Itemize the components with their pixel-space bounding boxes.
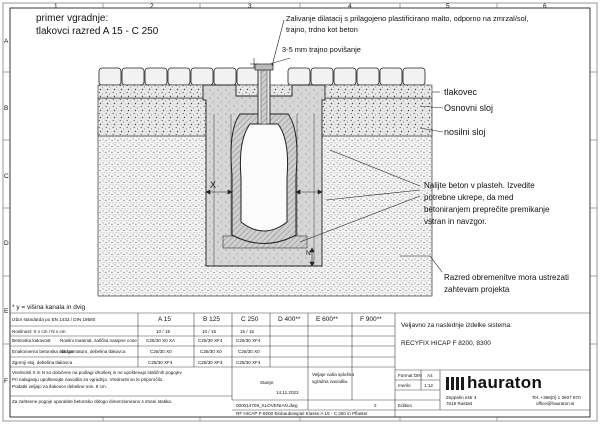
table-row4-sub: nad armaturo, debelina tlakovca: [60, 349, 126, 354]
title-block: RF HICAP F-8200 Einbaubeispiel Klasse A 15 - C 250 in Pflaster: [236, 411, 368, 416]
row4-c250: C25/30 X0: [238, 349, 260, 354]
table-row3-label: Betonska kakovost: [12, 338, 51, 343]
frame-col-4: 4: [348, 3, 352, 10]
address-line2: 7616 Rastatt: [446, 401, 473, 406]
callout-concrete-line3: betoniranjem preprečite premikanje: [424, 205, 550, 214]
footnote: * y = višina kanala in dvig: [12, 304, 86, 311]
note-b: Pri nalaganju upoštevajte navodila za vgradnjo. Vrednosti so le priporočilo.: [12, 377, 164, 382]
scale-value: 1:12: [424, 383, 433, 388]
callout-seal-line1: Zalivanje dilatacij s prilagojeno plastificirano malto, odporno na zmrzal/sol,: [286, 14, 529, 23]
status-label: Stanje:: [260, 380, 275, 385]
callout-paver: tlakovec: [444, 87, 478, 97]
row4-a15: C25/30 X0: [150, 349, 172, 354]
row5-a15: C25/30 XF4: [148, 360, 173, 365]
format-label: Format DIN: [398, 373, 422, 378]
class-f900: F 900**: [360, 316, 382, 323]
row2-b125: 10 / 15: [202, 329, 217, 334]
row2-a15: 10 / 15: [156, 329, 171, 334]
edition-label: Edition: [398, 403, 413, 408]
scale-label: merilo: [398, 383, 411, 388]
class-a15: A 15: [158, 316, 172, 323]
sheet-number: 2: [374, 403, 377, 408]
table-row1-label: Izbor standarda po EN 1433 / DIN 19580: [12, 317, 96, 322]
table-row2-label: Nosilnost: X v cm / N v cm: [12, 329, 66, 334]
callout-raise: 3-5 mm trajno povišanje: [282, 45, 361, 54]
note-a: Vrednosti X in N so določene na podlagi izkušenj in ne upoštevajo statičnih pogojev.: [12, 370, 183, 375]
frame-row-d: D: [4, 240, 9, 247]
class-c250: C 250: [241, 316, 259, 323]
validity-line2: vgradna navodila.: [312, 379, 349, 384]
callout-load-line2: zahtevam projekta: [444, 285, 510, 294]
page-title-line2: tlakovci razred A 15 - C 250: [36, 26, 159, 37]
frame-row-a: A: [4, 38, 9, 45]
callout-concrete-line1: Nalijte beton v plasteh. Izvedite: [424, 181, 535, 190]
callout-base: Osnovni sloj: [444, 103, 494, 113]
row4-b125: C25/30 X0: [200, 349, 222, 354]
frame-row-f: F: [4, 378, 8, 385]
email: office@hauraton.si: [536, 401, 575, 406]
frame-col-1: 1: [54, 3, 58, 10]
table-row3-sub: Nosilni material, zaščita nasipne cone: [60, 338, 137, 343]
channel-interior: [240, 124, 287, 231]
class-b125: B 125: [203, 316, 220, 323]
class-d400: D 400**: [278, 316, 301, 323]
drawing-number: 000014709_SLOVENIAN.dwg: [236, 403, 298, 408]
address-line1: Zeppelin estr 4: [446, 395, 477, 400]
note-d: Za zahtevne pogoje uporabite betonsko oblogo dimenzionirano s strani statika.: [12, 399, 173, 404]
company-logo: hauraton: [467, 373, 543, 392]
frame-row-b: B: [4, 105, 9, 112]
callout-seal-line2: trajno, trdno kot beton: [286, 25, 358, 34]
callout-concrete-line4: vstran in navzgor.: [424, 217, 487, 226]
product-label: Veljavno za naslednje izdelke sistema:: [401, 322, 512, 329]
phone: Tel. +386(0) 1 3607 870: [532, 395, 581, 400]
frame-row-e: E: [4, 308, 9, 315]
row3-c250: C25/30 XF4: [236, 338, 261, 343]
callout-load-line1: Razred obremenitve mora ustrezati: [444, 273, 569, 282]
frame-col-3: 3: [248, 3, 252, 10]
hauraton-logo-mark: [446, 377, 464, 390]
row5-c250: C25/30 XF4: [236, 360, 261, 365]
product-name: RECYFIX HICAP F 8200, 8300: [401, 340, 491, 347]
row2-c250: 15 / 15: [240, 329, 255, 334]
frame-col-5: 5: [446, 3, 450, 10]
format-value: A4: [427, 373, 433, 378]
dimension-x-label: X: [210, 180, 217, 190]
frame-col-6: 6: [543, 3, 547, 10]
callout-bearing: nosilni sloj: [444, 127, 486, 137]
frame-row-c: C: [4, 173, 9, 180]
slot-cover: [255, 64, 273, 70]
table-row4-label: Enakomerna betonska obloga: [12, 349, 74, 354]
class-e600: E 600**: [316, 316, 339, 323]
dimension-n-label: N: [306, 250, 311, 257]
row3-a15: C25/30 X0 XA: [146, 338, 176, 343]
status-date: 14.11.2022: [276, 390, 299, 395]
table-row5-label: Zgornji sloj, debelina tlakovca: [12, 360, 73, 365]
note-c: Podatki veljajo za tlakovce debeline min. 8 cm.: [12, 384, 107, 389]
row5-b125: C25/30 XF4: [198, 360, 223, 365]
callout-concrete-line2: potrebne ukrepe, da med: [424, 193, 514, 202]
row3-b125: C25/30 XF4: [198, 338, 223, 343]
frame-col-2: 2: [150, 3, 154, 10]
validity-line1: Veljaje naša splošna: [312, 372, 354, 377]
page-title-line1: primer vgradnje:: [36, 13, 109, 24]
